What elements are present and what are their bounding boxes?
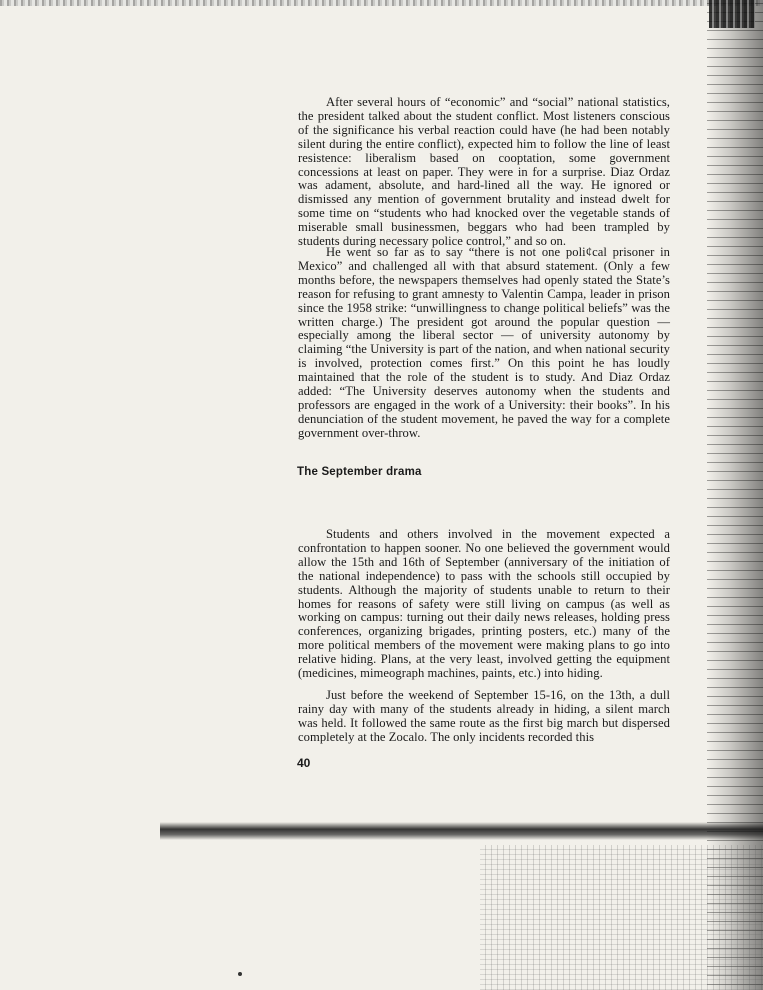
scan-speck	[238, 972, 242, 976]
paragraph-4-text: Just before the weekend of September 15-16, on the 13th, a dull rainy day with many of the students already in hiding, a silent march was held. It followed the same route as the first big march but dispersed completely at the Zocalo. The only incidents recorded this	[298, 688, 670, 744]
paragraph-4	[298, 689, 670, 745]
page-number: 40	[297, 756, 311, 770]
scan-right-edge	[707, 0, 763, 990]
paragraph-3	[298, 528, 670, 681]
paragraph-1	[298, 96, 670, 249]
paragraph-2-text: He went so far as to say “there is not one poli¢cal prisoner in Mexico” and challenged all with that absurd statement. (Only a few months before, the newspapers themselves had openly stated the State’s reason for refusing to grant amnesty to Valentin Campa, leader in prison since the 1958 strike: “unwillingness to change political beliefs” was the written charge.) The president got around the popular question — especially among the liberal sector — of university autonomy by claiming “the University is part of the nation, and when national security is involved, protection comes first.” On this point he has loudly maintained that the role of the student is to study. And Diaz Ordaz added: “The University deserves autonomy when the students and professors are engaged in the work of a University: their books”. In his denunciation of the student movement, he paved the way for a complete government over-throw.	[298, 245, 670, 440]
scan-top-edge	[0, 0, 763, 6]
scan-bottom-noise	[480, 845, 763, 990]
scan-bottom-shadow	[160, 822, 763, 840]
section-heading: The September drama	[297, 466, 422, 478]
scan-corner-shadow	[709, 0, 755, 28]
paragraph-3-text: Students and others involved in the movement expected a confrontation to happen sooner. No one believed the government would allow the 15th and 16th of September (anniversary of the initiation of the national independence) to pass with the schools still occupied by students. Although the majority of students unable to return to their homes for reasons of safety were still living on campus (as well as working on campus: turning out their daily news releases, holding press conferences, organizing brigades, printing posters, etc.) many of the more political members of the movement were making plans to go into relative hiding. Plans, at the very least, involved getting the equipment (medicines, mimeograph machines, paints, etc.) into hiding.	[298, 527, 670, 681]
paragraph-2	[298, 246, 670, 441]
paragraph-1-text: After several hours of “economic” and “social” national statistics, the president talked about the student conflict. Most listeners conscious of the significance his verbal reaction could have (he had been notably silent during the entire conflict), expected him to follow the line of least resistence: liberalism based on cooptation, some government concessions at least on paper. They were in for a surprise. Diaz Ordaz was adament, absolute, and hard-lined all the way. He ignored or dismissed any mention of government brutality and instead dwelt for some time on “students who had knocked over the vegetable stands of miserable small businessmen, beggars who had been trampled by students during necessary police control,” and so on.	[298, 95, 670, 249]
